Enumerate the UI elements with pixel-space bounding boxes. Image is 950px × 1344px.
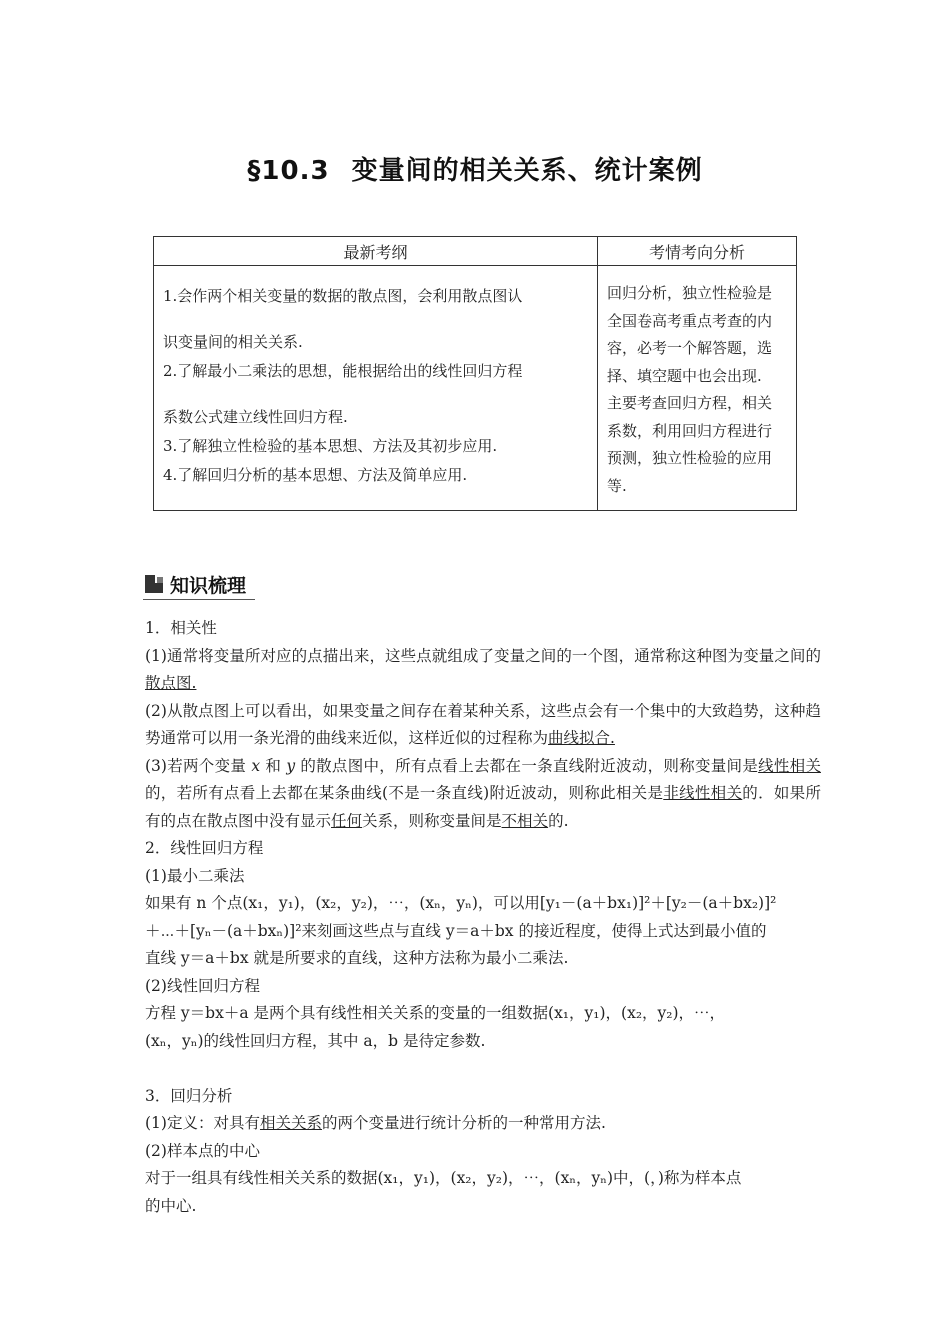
sub-sample-center: (2)样本点的中心 <box>145 1141 260 1160</box>
text: (1)定义：对具有 <box>145 1114 260 1132</box>
analysis-row: 主要考查回归方程，相关 <box>607 394 773 412</box>
section-header-text: 知识梳理 <box>170 575 247 597</box>
analysis-row: 系数，利用回归方程进行 <box>607 421 773 440</box>
sub-least-squares: (1)最小二乘法 <box>145 866 245 885</box>
para-definition <box>145 1110 821 1138</box>
para-scatter <box>145 643 821 698</box>
heading-regression-eq: 2．线性回归方程 <box>145 839 264 857</box>
title-text: 变量间的相关关系、统计案例 <box>351 156 703 186</box>
outline-table <box>153 236 797 511</box>
equation-line: (xₙ，yₙ)的线性回归方程，其中 a，b 是待定参数. <box>145 1031 486 1050</box>
analysis-row: 全国卷高考重点考查的内 <box>607 311 773 330</box>
col-header-analysis: 考情考向分析 <box>598 237 797 266</box>
fill-blank: 线性相关 <box>758 756 821 775</box>
outline-row: 识变量间的相关关系. <box>163 333 303 351</box>
text: 的，若所有点看上去都在某条曲线(不是一条直线)附近波动，则称此相关是 <box>145 784 664 802</box>
content-body <box>145 615 821 1220</box>
text: (3)若两个变量 <box>145 756 247 775</box>
text: 和 <box>265 756 282 775</box>
analysis-cell <box>598 266 797 511</box>
text: 关系，则称变量间是 <box>362 811 502 830</box>
sub-linear-eq: (2)线性回归方程 <box>145 976 260 995</box>
para-curve-fit <box>145 698 821 753</box>
section-header <box>143 571 255 600</box>
text: 的．如果所有的点在散点图中没有显示 <box>145 784 821 830</box>
least-squares-line: 直线 y＝a＋bx 就是所要求的直线，这种方法称为最小二乘法. <box>145 949 569 967</box>
text: 的. <box>548 811 569 830</box>
least-squares-line: ＋⋯＋[yₙ－(a＋bxₙ)]²来刻画这些点与直线 y＝a＋bx 的接近程度，使得上式达到最小值的 <box>145 921 767 940</box>
analysis-row: 择、填空题中也会出现. <box>607 366 762 385</box>
para-linear-corr <box>145 753 821 836</box>
outline-row: 1.会作两个相关变量的数据的散点图，会利用散点图认 <box>163 287 523 305</box>
fill-blank: 任何 <box>331 811 363 830</box>
text: (2)从散点图上可以看出，如果变量之间存在着某种关系，这些点会有一个集中的大致趋势，这种趋势通常可以用一条光滑的曲线来近似，这样近似的过程称为 <box>145 701 821 747</box>
fill-blank: 散点图. <box>145 674 197 692</box>
analysis-row: 回归分析，独立性检验是 <box>607 284 773 302</box>
section-marker-icon <box>145 575 163 593</box>
page-title <box>0 150 950 187</box>
heading-regression-analysis: 3．回归分析 <box>145 1086 233 1105</box>
heading-correlation: 1．相关性 <box>145 619 217 637</box>
least-squares-line: 如果有 n 个点(x₁，y₁)，(x₂，y₂)，⋯，(xₙ，yₙ)，可以用[y₁－(a＋bx₁)]²＋[y₂－(a＋bx₂)]² <box>145 894 777 912</box>
outline-row: 系数公式建立线性回归方程. <box>163 408 348 426</box>
outline-cell <box>154 266 598 511</box>
text: 的散点图中，所有点看上去都在一条直线附近波动，则称变量间是 <box>300 756 759 775</box>
analysis-row: 等. <box>607 476 627 495</box>
fill-blank: 不相关 <box>501 811 549 830</box>
section-number: §10.3 <box>247 156 330 186</box>
analysis-row: 容，必考一个解答题，选 <box>607 339 773 357</box>
text: 的两个变量进行统计分析的一种常用方法. <box>321 1114 606 1132</box>
col-header-outline: 最新考纲 <box>154 237 598 266</box>
center-line: 的中心. <box>145 1196 197 1215</box>
center-line: 对于一组具有线性相关关系的数据(x₁，y₁)，(x₂，y₂)，⋯，(xₙ，yₙ)中，(，)称为样本点 <box>145 1169 742 1187</box>
fill-blank: 非线性相关 <box>663 784 743 802</box>
outline-row: 3.了解独立性检验的基本思想、方法及其初步应用. <box>163 437 498 455</box>
equation-line: 方程 y＝bx＋a 是两个具有线性相关关系的变量的一组数据(x₁，y₁)，(x₂，y₂)，⋯， <box>145 1004 726 1022</box>
text: (1)通常将变量所对应的点描出来，这些点就组成了变量之间的一个图，通常称这种图为变量之间的 <box>145 646 821 665</box>
outline-row: 2.了解最小二乘法的思想，能根据给出的线性回归方程 <box>163 362 523 380</box>
outline-row: 4.了解回归分析的基本思想、方法及简单应用. <box>163 466 468 484</box>
fill-blank: 曲线拟合. <box>548 729 615 747</box>
var-x: x <box>251 756 261 775</box>
analysis-row: 预测，独立性检验的应用 <box>607 449 773 467</box>
fill-blank: 相关关系 <box>259 1114 322 1132</box>
var-y: y <box>286 756 296 775</box>
